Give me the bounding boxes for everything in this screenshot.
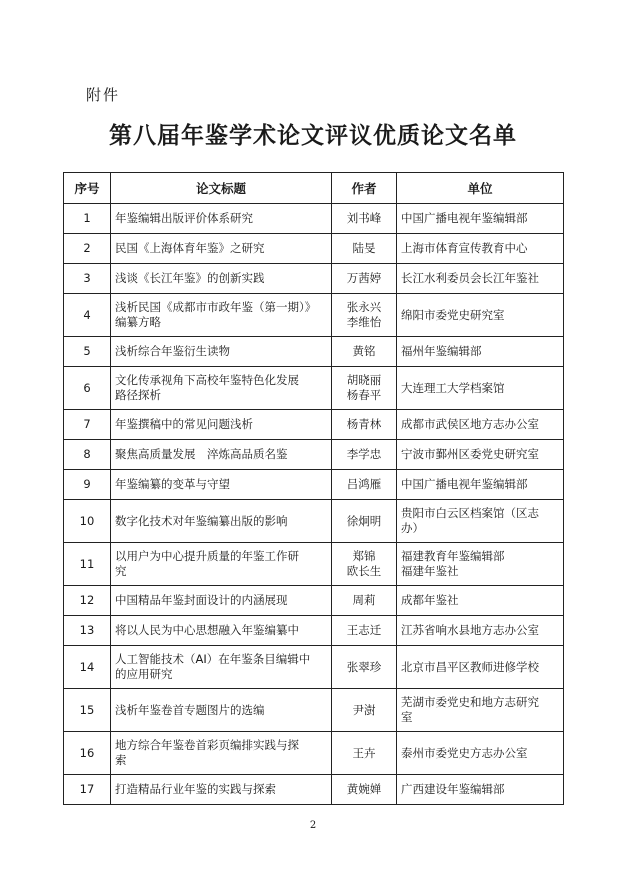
row-number: 9 — [64, 470, 111, 500]
cell-title — [111, 616, 332, 646]
row-number: 16 — [64, 732, 111, 775]
unit-name-line: 广西建设年鉴编辑部 — [401, 782, 505, 796]
author-name-line: 王卉 — [352, 745, 376, 760]
table-row — [64, 367, 564, 410]
table-row — [64, 689, 564, 732]
unit-name-line: 上海市体育宣传教育中心 — [401, 241, 528, 255]
cell-unit — [397, 470, 564, 500]
cell-title — [111, 689, 332, 732]
unit-name-line: 办） — [401, 521, 424, 535]
author-name-line: 徐炯明 — [346, 513, 382, 528]
cell-author — [332, 646, 397, 689]
cell-author — [332, 689, 397, 732]
table-row — [64, 440, 564, 470]
attachment-label: 附件 — [86, 86, 121, 104]
cell-title — [111, 234, 332, 264]
paper-title-line: 聚焦高质量发展 淬炼高品质名鉴 — [115, 447, 288, 461]
cell-title — [111, 410, 332, 440]
cell-title — [111, 775, 332, 805]
author-name-line: 万茜婷 — [346, 271, 382, 285]
cell-unit — [397, 264, 564, 294]
row-number: 5 — [64, 337, 111, 367]
row-number: 1 — [64, 204, 111, 234]
author-name-line: 杨春平 — [346, 388, 382, 402]
cell-unit — [397, 234, 564, 264]
unit-name-line: 室 — [401, 710, 413, 724]
cell-author — [332, 234, 397, 264]
column-header-no: 序号 — [64, 173, 111, 204]
paper-title-line: 民国《上海体育年鉴》之研究 — [115, 241, 265, 255]
paper-title-line: 浅析综合年鉴衍生读物 — [115, 344, 230, 358]
paper-title-line: 路径探析 — [115, 388, 161, 402]
cell-author — [332, 337, 397, 367]
cell-author — [332, 616, 397, 646]
paper-title-line: 浅谈《长江年鉴》的创新实践 — [115, 271, 265, 285]
row-number: 12 — [64, 586, 111, 616]
table-row — [64, 500, 564, 543]
author-name-line: 陆旻 — [352, 241, 376, 255]
paper-title-line: 人工智能技术（AI）在年鉴条目编辑中 — [115, 652, 311, 666]
unit-name-line: 中国广播电视年鉴编辑部 — [401, 477, 528, 491]
table-row — [64, 337, 564, 367]
table-row — [64, 204, 564, 234]
author-name-line: 张永兴 — [346, 300, 382, 314]
unit-name-line: 北京市昌平区教师进修学校 — [401, 659, 539, 674]
unit-name-line: 江苏省响水县地方志办公室 — [401, 623, 539, 637]
cell-unit — [397, 337, 564, 367]
table-row — [64, 646, 564, 689]
cell-author — [332, 264, 397, 294]
table-row — [64, 543, 564, 586]
author-name-line: 王志迁 — [346, 623, 382, 637]
unit-name-line: 宁波市鄞州区委党史研究室 — [401, 447, 539, 461]
cell-unit — [397, 586, 564, 616]
page-number: 2 — [309, 820, 317, 831]
cell-unit — [397, 500, 564, 543]
author-name-line: 黄铭 — [352, 344, 376, 358]
author-name-line: 郑锦 — [352, 549, 376, 563]
cell-author — [332, 204, 397, 234]
cell-unit — [397, 732, 564, 775]
column-header-unit: 单位 — [397, 173, 564, 204]
table-header-row — [64, 173, 564, 204]
paper-title-line: 中国精品年鉴封面设计的内涵展现 — [115, 593, 288, 607]
paper-title-line: 以用户为中心提升质量的年鉴工作研 — [115, 549, 299, 563]
author-name-line: 尹澍 — [352, 702, 376, 717]
table-row — [64, 410, 564, 440]
unit-name-line: 芜湖市委党史和地方志研究 — [401, 695, 539, 709]
cell-author — [332, 775, 397, 805]
author-name-line: 欧长生 — [346, 564, 382, 578]
author-name-line: 刘书峰 — [346, 211, 382, 225]
row-number: 13 — [64, 616, 111, 646]
row-number: 10 — [64, 500, 111, 543]
cell-author — [332, 586, 397, 616]
cell-title — [111, 470, 332, 500]
cell-title — [111, 367, 332, 410]
paper-title-line: 浅析民国《成都市市政年鉴（第一期）》 — [115, 300, 317, 314]
paper-title-line: 文化传承视角下高校年鉴特色化发展 — [115, 373, 299, 387]
author-name-line: 吕鸿雁 — [346, 477, 382, 491]
table-row — [64, 294, 564, 337]
table-row — [64, 470, 564, 500]
author-name-line: 张翠珍 — [346, 659, 382, 674]
paper-title-line: 的应用研究 — [115, 667, 173, 681]
paper-title-line: 浅析年鉴卷首专题图片的选编 — [115, 702, 265, 717]
cell-unit — [397, 294, 564, 337]
row-number: 2 — [64, 234, 111, 264]
row-number: 7 — [64, 410, 111, 440]
paper-title-line: 年鉴编辑出版评价体系研究 — [115, 211, 253, 225]
unit-name-line: 福州年鉴编辑部 — [401, 344, 482, 358]
paper-title-line: 将以人民为中心思想融入年鉴编纂中 — [115, 623, 299, 637]
table-row — [64, 264, 564, 294]
page-title: 第八届年鉴学术论文评议优质论文名单 — [109, 122, 517, 149]
cell-title — [111, 500, 332, 543]
cell-unit — [397, 616, 564, 646]
cell-unit — [397, 646, 564, 689]
author-name-line: 杨青林 — [346, 417, 382, 431]
cell-title — [111, 294, 332, 337]
unit-name-line: 福建年鉴社 — [401, 564, 459, 578]
author-name-line: 李维怡 — [346, 315, 382, 329]
cell-title — [111, 646, 332, 689]
cell-title — [111, 264, 332, 294]
author-name-line: 胡晓丽 — [346, 373, 382, 387]
table-row — [64, 775, 564, 805]
unit-name-line: 福建教育年鉴编辑部 — [401, 549, 505, 563]
table-row — [64, 732, 564, 775]
unit-name-line: 泰州市委党史方志办公室 — [401, 745, 528, 760]
unit-name-line: 大连理工大学档案馆 — [401, 380, 505, 395]
column-header-title: 论文标题 — [111, 173, 332, 204]
row-number: 4 — [64, 294, 111, 337]
paper-title-line: 编纂方略 — [115, 315, 161, 329]
cell-author — [332, 470, 397, 500]
row-number: 6 — [64, 367, 111, 410]
cell-unit — [397, 204, 564, 234]
cell-author — [332, 500, 397, 543]
row-number: 14 — [64, 646, 111, 689]
cell-author — [332, 410, 397, 440]
author-name-line: 黄婉婵 — [346, 782, 382, 796]
cell-title — [111, 204, 332, 234]
cell-unit — [397, 775, 564, 805]
author-name-line: 周莉 — [352, 593, 376, 607]
paper-title-line: 索 — [115, 753, 127, 767]
row-number: 8 — [64, 440, 111, 470]
unit-name-line: 长江水利委员会长江年鉴社 — [401, 271, 539, 285]
author-name-line: 李学忠 — [346, 447, 382, 461]
paper-title-line: 地方综合年鉴卷首彩页编排实践与探 — [115, 738, 299, 752]
cell-author — [332, 440, 397, 470]
table-row — [64, 586, 564, 616]
paper-title-line: 年鉴撰稿中的常见问题浅析 — [115, 417, 253, 431]
cell-title — [111, 732, 332, 775]
column-header-author: 作者 — [332, 173, 397, 204]
cell-unit — [397, 410, 564, 440]
table-row — [64, 234, 564, 264]
cell-title — [111, 586, 332, 616]
award-table — [63, 172, 564, 805]
cell-author — [332, 732, 397, 775]
unit-name-line: 绵阳市委党史研究室 — [401, 307, 505, 322]
cell-title — [111, 543, 332, 586]
cell-unit — [397, 440, 564, 470]
paper-title-line: 打造精品行业年鉴的实践与探索 — [115, 782, 276, 796]
unit-name-line: 成都年鉴社 — [401, 593, 459, 607]
unit-name-line: 贵阳市白云区档案馆（区志 — [401, 506, 539, 520]
row-number: 17 — [64, 775, 111, 805]
cell-unit — [397, 367, 564, 410]
paper-title-line: 数字化技术对年鉴编纂出版的影响 — [115, 513, 288, 528]
table-row — [64, 616, 564, 646]
row-number: 3 — [64, 264, 111, 294]
unit-name-line: 成都市武侯区地方志办公室 — [401, 417, 539, 431]
paper-title-line: 究 — [115, 564, 127, 578]
cell-title — [111, 440, 332, 470]
cell-unit — [397, 543, 564, 586]
cell-author — [332, 367, 397, 410]
cell-unit — [397, 689, 564, 732]
cell-title — [111, 337, 332, 367]
cell-author — [332, 543, 397, 586]
unit-name-line: 中国广播电视年鉴编辑部 — [401, 211, 528, 225]
cell-author — [332, 294, 397, 337]
row-number: 15 — [64, 689, 111, 732]
paper-title-line: 年鉴编纂的变革与守望 — [115, 477, 230, 491]
row-number: 11 — [64, 543, 111, 586]
